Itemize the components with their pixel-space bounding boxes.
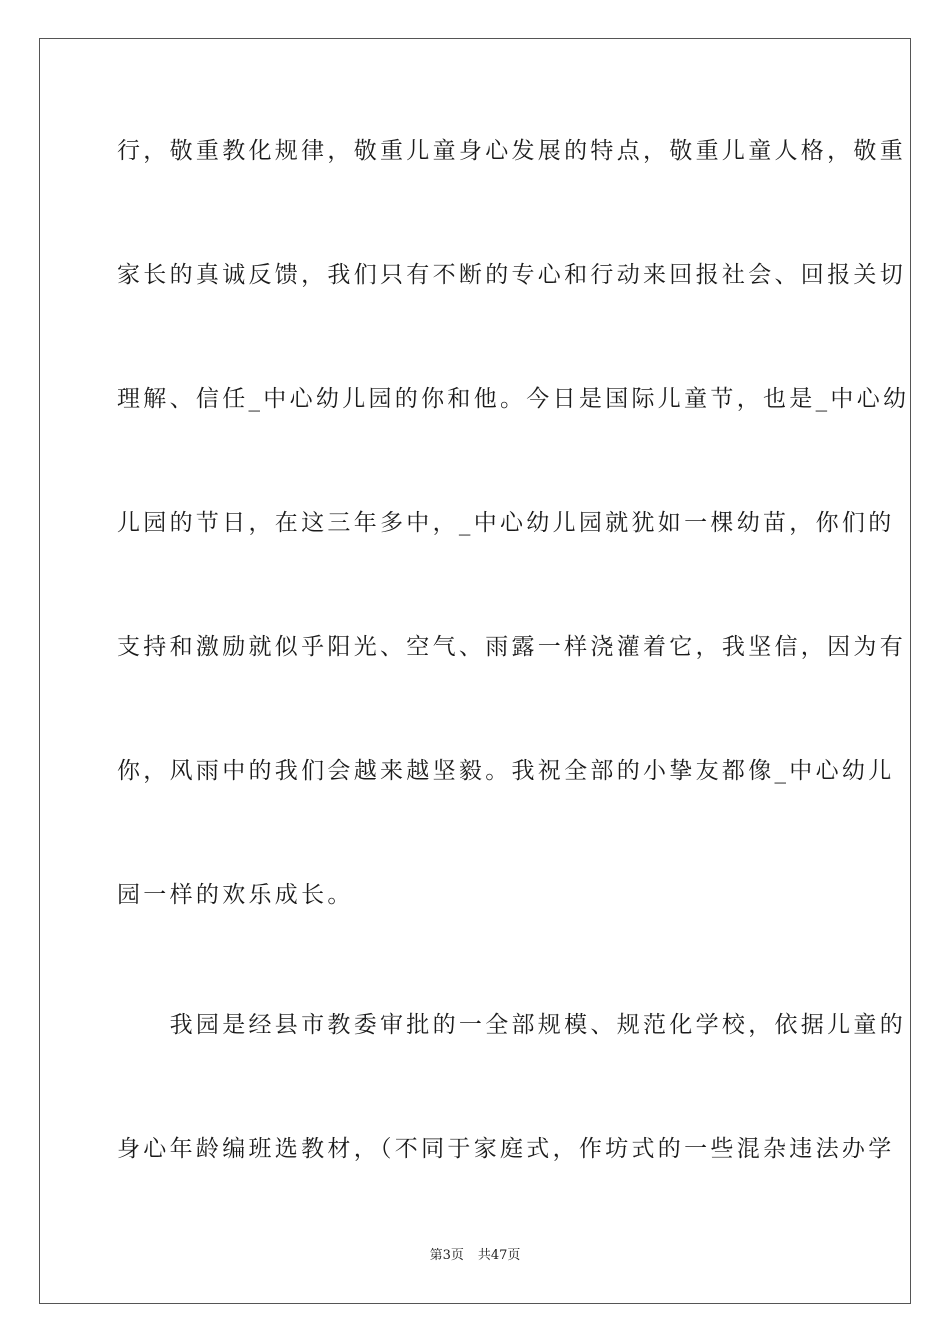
body-text-line: 儿园的节日，在这三年多中，_中心幼儿园就犹如一棵幼苗，你们的	[117, 510, 895, 536]
body-text-line: 行，敬重教化规律，敬重儿童身心发展的特点，敬重儿童人格，敬重	[117, 138, 906, 164]
body-text-line: 你，风雨中的我们会越来越坚毅。我祝全部的小挚友都像_中心幼儿	[117, 758, 895, 784]
page-number: 第3页	[429, 1248, 464, 1263]
paragraph-start-line: 我园是经县市教委审批的一全部规模、规范化学校，依据儿童的	[117, 1012, 906, 1038]
body-text-line: 园一样的欢乐成长。	[117, 882, 354, 908]
body-text-line: 家长的真诚反馈，我们只有不断的专心和行动来回报社会、回报关切	[117, 262, 906, 288]
page-footer	[0, 1247, 950, 1265]
body-text-line: 支持和激励就似乎阳光、空气、雨露一样浇灌着它，我坚信，因为有	[117, 634, 906, 660]
page-total: 共47页	[477, 1248, 521, 1263]
body-text-line: 理解、信任_中心幼儿园的你和他。今日是国际儿童节，也是_中心幼	[117, 386, 910, 412]
body-text-line: 身心年龄编班选教材，（不同于家庭式，作坊式的一些混杂违法办学	[117, 1136, 895, 1162]
page-border	[39, 38, 911, 1304]
